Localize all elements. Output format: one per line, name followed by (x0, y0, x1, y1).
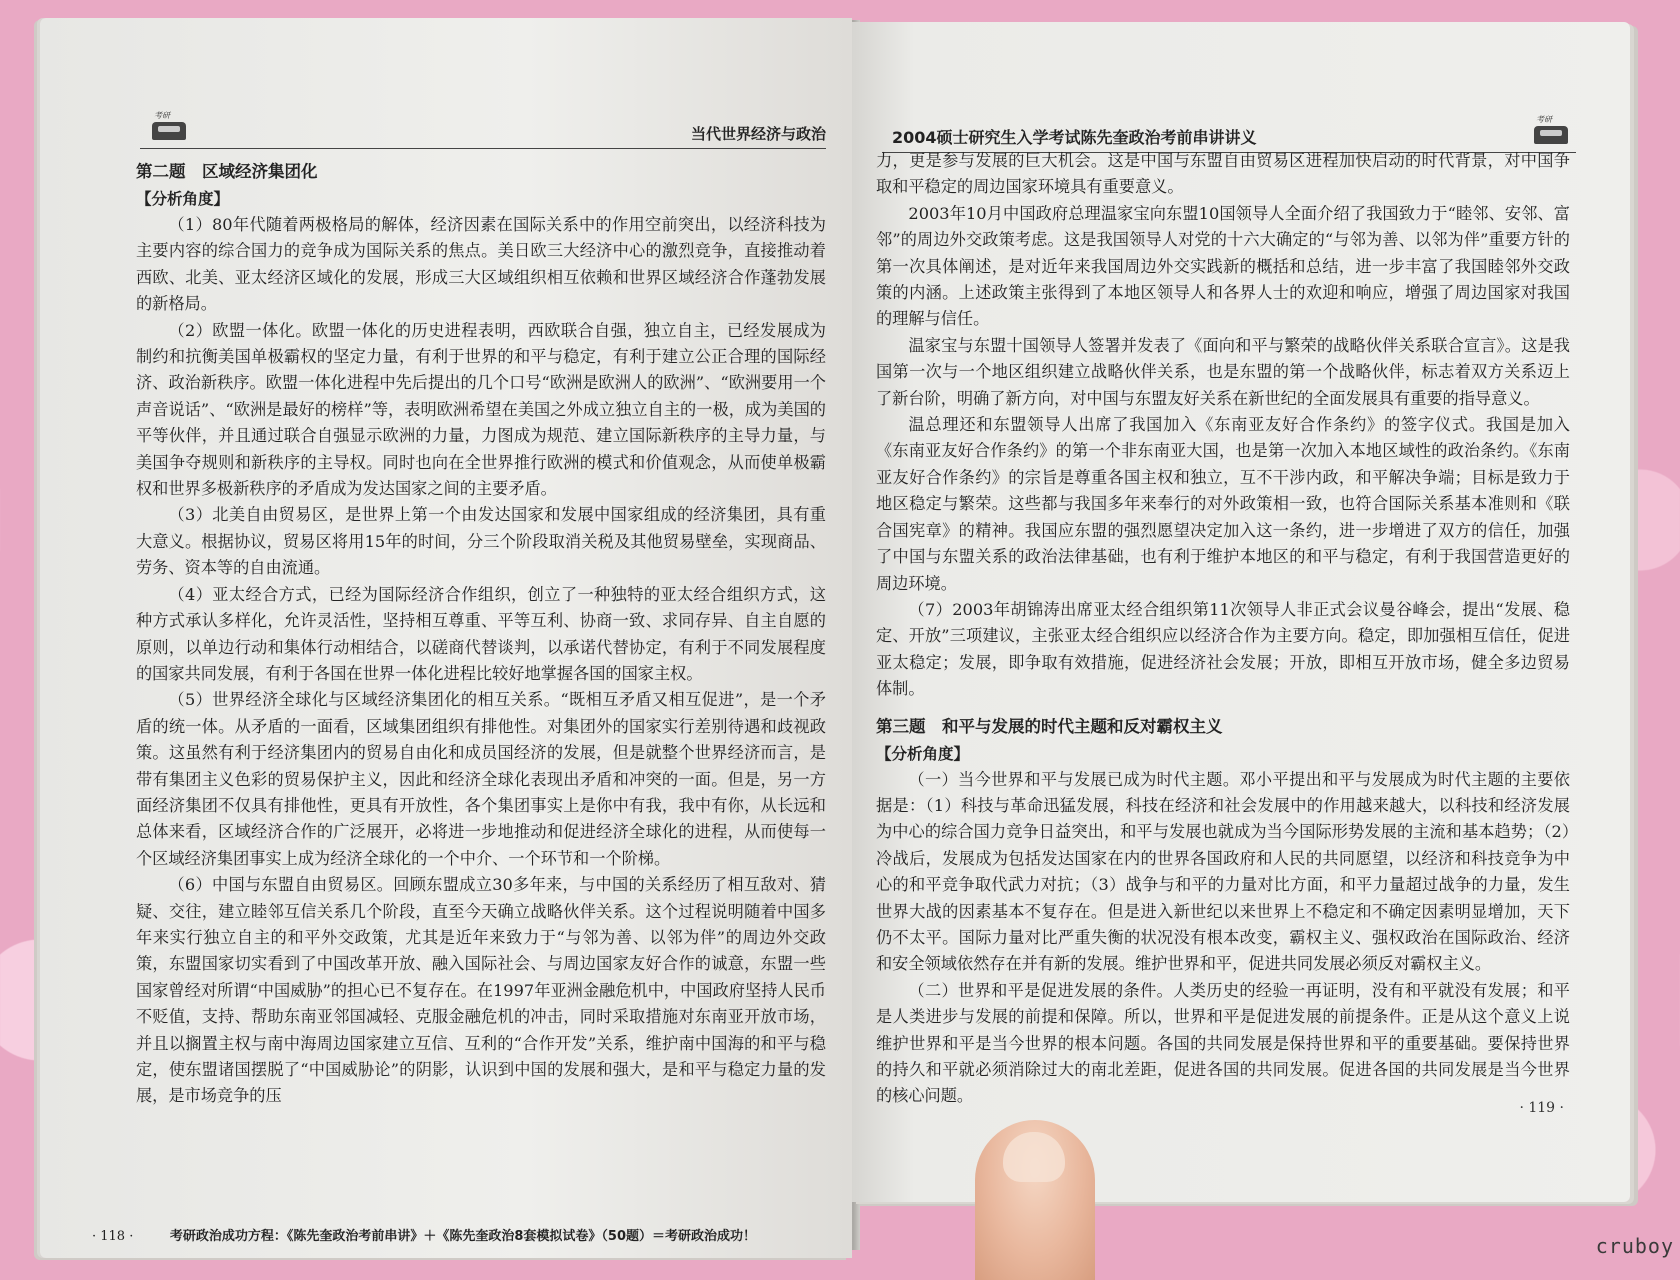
analysis-tag: 【分析角度】 (136, 190, 230, 208)
paragraph: 温家宝与东盟十国领导人签署并发表了《面向和平与繁荣的战略伙伴关系联合宣言》。这是我国第一次与一个地区组织建立战略伙伴关系，也是东盟的第一个战略伙伴，标志着双方关系迈上了新台阶，明确了新方向，对中国与东盟友好关系在新世纪的全面发展具有重要的指导意义。 (876, 335, 1570, 408)
right-page-header (882, 86, 1576, 153)
paragraph: （3）北美自由贸易区，是世界上第一个由发达国家和发展中国家组成的经济集团，具有重大意义。根据协议，贸易区将用15年的时间，分三个阶段取消关税及其他贸易壁垒，实现商品、劳务、资本等的自由流通。 (136, 505, 826, 578)
right-page (852, 22, 1630, 1202)
section-title: 第二题 区域经济集团化 (136, 162, 318, 181)
paragraph: 2003年10月中国政府总理温家宝向东盟10国领导人全面介绍了我国致力于“睦邻、安邻、富邻”的周边外交政策考虑。这是我国领导人对党的十六大确定的“与邻为善、以邻为伴”重要方针的第一次具体阐述，是对近年来我国周边外交实践新的概括和总结，进一步丰富了我国睦邻外交政策的内涵。上述政策主张得到了本地区领导人和各界人士的欢迎和响应，增强了周边国家对我国的理解与信任。 (876, 203, 1570, 329)
left-page (40, 18, 852, 1258)
left-page-content (136, 158, 826, 1110)
paragraph: （6）中国与东盟自由贸易区。回顾东盟成立30多年来，与中国的关系经历了相互敌对、猜疑、交往，建立睦邻互信关系几个阶段，直至今天确立战略伙伴关系。这个过程说明随着中国多年来实行独立自主的和平外交政策，尤其是近年来致力于“与邻为善、以邻为伴”的周边外交政策，东盟国家切实看到了中国改革开放、融入国际社会、与周边国家友好合作的诚意，东盟一些国家曾经对所谓“中国威胁”的担心已不复存在。在1997年亚洲金融危机中，中国政府坚持人民币不贬值，支持、帮助东南亚邻国减轻、克服金融危机的冲击，同时采取措施对东南亚开放市场，并且以搁置主权与南中海周边国家建立互信、互利的“合作开发”关系，维护南中国海的和平与稳定，使东盟诸国摆脱了“中国威胁论”的阴影，认识到中国的发展和强大，是和平与稳定力量的发展，是市场竞争的压 (136, 875, 826, 1106)
paragraph: （4）亚太经合方式，已经为国际经济合作组织，创立了一种独特的亚太经合组织方式，这种方式承认多样化，允许灵活性，坚持相互尊重、平等互利、协商一致、求同存异、自主自愿的原则，以单边行动和集体行动相结合，以磋商代替谈判，以承诺代替协定，有利于不同发展程度的国家共同发展，有利于各国在世界一体化进程比较好地掌握各国的国家主权。 (136, 584, 826, 683)
footer-text: 考研政治成功方程：《陈先奎政治考前串讲》＋《陈先奎政治8套模拟试卷》（50题）＝考研政治成功！ (169, 1229, 757, 1244)
publisher-logo-icon: 考研 (1532, 114, 1572, 144)
paragraph: （一）当今世界和平与发展已成为时代主题。邓小平提出和平与发展成为时代主题的主要依据是：（1）科技与革命迅猛发展，科技在经济和社会发展中的作用越来越大，以科技和经济发展为中心的综合国力竞争日益突出，和平与发展也就成为当今国际形势发展的主流和基本趋势；（2）冷战后，发展成为包括发达国家在内的世界各国政府和人民的共同愿望，以经济和科技竞争为中心的和平竞争取代武力对抗；（3）战争与和平的力量对比方面，和平力量超过战争的力量，发生世界大战的因素基本不复存在。但是进入新世纪以来世界上不稳定和不确定因素明显增加，天下仍不太平。国际力量对比严重失衡的状况没有根本改变，霸权主义、强权政治在国际政治、经济和安全领域依然存在并有新的发展。维护世界和平，促进共同发展必须反对霸权主义。 (876, 769, 1570, 974)
paragraph: （1）80年代随着两极格局的解体，经济因素在国际关系中的作用空前突出，以经济科技为主要内容的综合国力的竞争成为国际关系的焦点。美日欧三大经济中心的激烈竞争，直接推动着西欧、北美、亚太经济区域化的发展，形成三大区域组织相互依赖和世界区域经济合作蓬勃发展的新格局。 (136, 215, 826, 314)
paragraph: 力，更是参与发展的巨大机会。这是中国与东盟自由贸易区进程加快启动的时代背景，对中国争取和平稳定的周边国家环境具有重要意义。 (876, 151, 1570, 197)
paragraph: （5）世界经济全球化与区域经济集团化的相互关系。“既相互矛盾又相互促进”，是一个矛盾的统一体。从矛盾的一面看，区域集团组织有排他性。对集团外的国家实行差别待遇和歧视政策。这虽然有利于经济集团内的贸易自由化和成员国经济的发展，但是就整个世界经济而言，是带有集团主义色彩的贸易保护主义，因此和经济全球化表现出矛盾和冲突的一面。但是，另一方面经济集团不仅具有排他性，更具有开放性，各个集团事实上是你中有我，我中有你，从长远和总体来看，区域经济合作的广泛展开，必将进一步地推动和促进经济全球化的进程，从而使每一个区域经济集团事实上成为经济全球化的一个中介、一个环节和一个阶梯。 (136, 690, 826, 868)
right-header-title: 2004硕士研究生入学考试陈先奎政治考前串讲讲义 (892, 128, 1257, 147)
paragraph: 温总理还和东盟领导人出席了我国加入《东南亚友好合作条约》的签字仪式。我国是加入《东南亚友好合作条约》的第一个非东南亚大国，也是第一次加入本地区域性的政治条约。《东南亚友好合作条约》的宗旨是尊重各国主权和独立，互不干涉内政，和平解决争端；目标是致力于地区稳定与繁荣。这些都与我国多年来奉行的对外政策相一致，也符合国际关系基本准则和《联合国宪章》的精神。我国应东盟的强烈愿望决定加入这一条约，进一步增进了双方的信任，加强了中国与东盟关系的政治法律基础，也有利于维护本地区的和平与稳定，有利于我国营造更好的周边环境。 (876, 415, 1570, 593)
right-page-content (876, 148, 1570, 1110)
page-number: · 118 · (92, 1229, 134, 1244)
page-number: · 119 · (1519, 1100, 1564, 1116)
watermark: cruboy (1595, 1234, 1674, 1258)
section-title: 第三题 和平与发展的时代主题和反对霸权主义 (876, 716, 1223, 736)
paragraph: （二）世界和平是促进发展的条件。人类历史的经验一再证明，没有和平就没有发展；和平是人类进步与发展的前提和保障。所以，世界和平是促进发展的前提条件。正是从这个意义上说维护世界和平是当今世界的根本问题。各国的共同发展是保持世界和平的重要基础。要保持世界的持久和平就必须消除过大的南北差距，促进各国的共同发展。促进各国的共同发展是当今世界的核心问题。 (876, 980, 1570, 1106)
thumbnail-shape (1003, 1132, 1065, 1182)
publisher-logo-icon: 考研 (150, 110, 190, 140)
left-page-footer (92, 1225, 756, 1244)
thumb-holding-page (975, 1120, 1095, 1280)
paragraph: （7）2003年胡锦涛出席亚太经合组织第11次领导人非正式会议曼谷峰会，提出“发展、稳定、开放”三项建议，主张亚太经合组织应以经济合作为主要方向。稳定，即加强相互信任，促进亚太稳定；发展，即争取有效措施，促进经济社会发展；开放，即相互开放市场，健全多边贸易体制。 (876, 599, 1570, 699)
left-page-header (140, 82, 826, 149)
analysis-tag: 【分析角度】 (876, 744, 970, 763)
left-header-title: 当代世界经济与政治 (690, 125, 826, 143)
paragraph: （2）欧盟一体化。欧盟一体化的历史进程表明，西欧联合自强，独立自主，已经发展成为制约和抗衡美国单极霸权的坚定力量，有利于世界的和平与稳定，有利于建立公正合理的国际经济、政治新秩序。欧盟一体化进程中先后提出的几个口号“欧洲是欧洲人的欧洲”、“欧洲要用一个声音说话”、“欧洲是最好的榜样”等，表明欧洲希望在美国之外成立独立自主的一极，成为美国的平等伙伴，并且通过联合自强显示欧洲的力量，力图成为规范、建立国际新秩序的主导力量，与美国争夺规则和新秩序的主导权。同时也向在全世界推行欧洲的模式和价值观念，从而使单极霸权和世界多极新秩序的矛盾成为发达国家之间的主要矛盾。 (136, 320, 826, 499)
